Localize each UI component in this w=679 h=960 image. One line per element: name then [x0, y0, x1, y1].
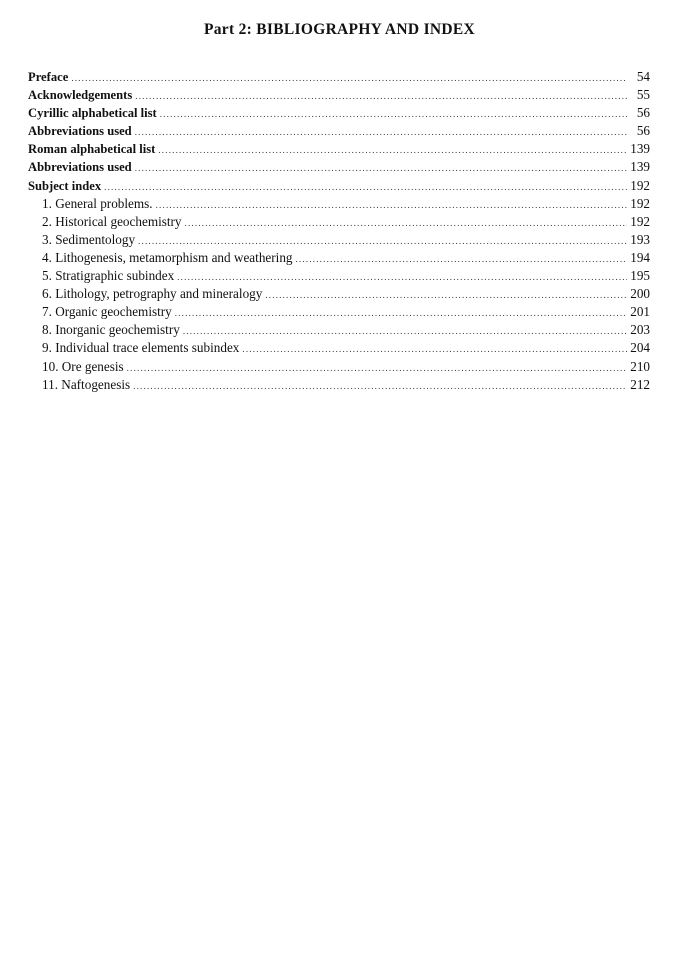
toc-entry-page: 212	[630, 376, 650, 392]
dot-leader	[156, 196, 627, 214]
toc-entry	[28, 140, 650, 158]
toc-entry-label: 1. General problems.	[42, 195, 153, 211]
toc-entry-label: 8. Inorganic geochemistry	[42, 322, 180, 338]
toc-entry-label: Preface	[28, 70, 69, 84]
toc-entry-page: 54	[636, 69, 650, 84]
toc-entry	[28, 195, 650, 213]
toc-entry-page: 192	[630, 195, 650, 211]
toc-entry-label: Abbreviations used	[28, 124, 132, 139]
toc-entry-page: 195	[630, 268, 650, 284]
dot-leader	[177, 268, 627, 286]
toc-entry-page: 194	[630, 249, 650, 265]
dot-leader	[127, 359, 627, 377]
toc-entry	[28, 86, 650, 104]
toc-entry-page: 200	[630, 286, 650, 302]
toc-entry-label: 6. Lithology, petrography and mineralogy	[42, 286, 263, 302]
dot-leader	[185, 214, 627, 232]
toc-entry-page: 56	[636, 105, 650, 121]
toc-entry-label: 5. Stratigraphic subindex	[42, 268, 175, 284]
toc-entry-label: 3. Sedimentology	[42, 231, 136, 247]
toc-entry-page: 139	[630, 141, 650, 157]
toc-entry-page: 210	[630, 358, 650, 374]
toc-entry	[28, 158, 650, 176]
toc-entry	[28, 339, 650, 357]
toc-entry-label: Subject index	[28, 178, 102, 193]
toc-entry-label: 7. Organic geochemistry	[42, 304, 172, 320]
toc-entry	[28, 249, 650, 267]
toc-entry-page: 56	[636, 123, 650, 139]
dot-leader	[175, 304, 627, 322]
dot-leader	[138, 232, 627, 250]
toc-entry	[28, 267, 650, 285]
toc-entry	[28, 321, 650, 339]
dot-leader	[265, 286, 627, 304]
toc-entry	[28, 122, 650, 140]
dot-leader	[160, 105, 627, 123]
toc-entry-label: Cyrillic alphabetical list	[28, 106, 157, 121]
toc-entry-label: 4. Lithogenesis, metamorphism and weathering	[42, 249, 293, 265]
toc-entry	[28, 285, 650, 303]
toc-entry-page: 204	[630, 340, 650, 356]
toc-entry-label: Abbreviations used	[28, 160, 132, 175]
toc-entry-page: 193	[630, 231, 650, 247]
toc-entry-page: 192	[630, 177, 650, 193]
dot-leader	[104, 178, 627, 196]
dot-leader	[71, 69, 627, 87]
table-of-contents	[28, 68, 650, 394]
dot-leader	[158, 141, 627, 159]
toc-entry-page: 139	[630, 159, 650, 175]
dot-leader	[133, 377, 627, 395]
toc-entry-page: 55	[636, 87, 650, 103]
toc-entry-page: 201	[630, 304, 650, 320]
toc-entry	[28, 68, 650, 86]
toc-entry-label: 11. Naftogenesis	[42, 376, 131, 392]
dot-leader	[135, 123, 627, 141]
dot-leader	[183, 322, 627, 340]
toc-entry	[28, 358, 650, 376]
toc-entry-label: Acknowledgements	[28, 88, 133, 103]
toc-entry-label: 2. Historical geochemistry	[42, 213, 182, 229]
dot-leader	[296, 250, 627, 268]
toc-entry	[28, 177, 650, 195]
toc-entry-label: Roman alphabetical list	[28, 142, 156, 157]
dot-leader	[135, 87, 627, 105]
toc-entry-label: 10. Ore genesis	[42, 358, 124, 374]
toc-entry	[28, 303, 650, 321]
dot-leader	[135, 159, 627, 177]
toc-entry-page: 192	[630, 213, 650, 229]
toc-entry	[28, 231, 650, 249]
toc-entry	[28, 213, 650, 231]
toc-entry	[28, 376, 650, 394]
page-title: Part 2: BIBLIOGRAPHY AND INDEX	[203, 21, 476, 38]
toc-entry	[28, 104, 650, 122]
toc-entry-page: 203	[630, 322, 650, 338]
dot-leader	[242, 340, 627, 358]
toc-entry-label: 9. Individual trace elements subindex	[42, 340, 240, 356]
